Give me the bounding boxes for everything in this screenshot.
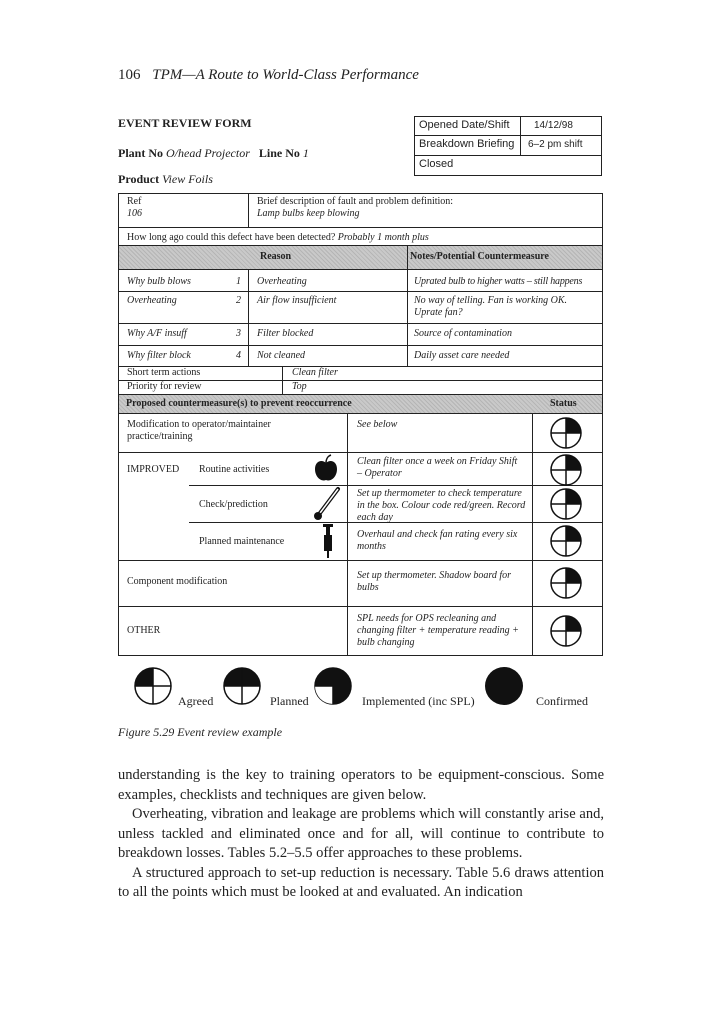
running-header [118,67,419,84]
line-label: Line No [258,146,300,160]
page-number: 106 [118,67,141,83]
plant-label: Plant No [118,146,163,160]
agreed-icon [133,666,173,706]
status-planned-icon [549,453,583,487]
paragraph: Overheating, vibration and leakage are problems which will constantly arise and, unless tackled and eliminated once and for all, will continue to contribute to breakdown losses. Tables 5.2–5.5 offer approaches to these problems. [118,806,604,861]
why-number: 4 [236,350,241,361]
status-planned-icon [549,614,583,648]
legend-planned: Planned [270,694,309,708]
status-header: Status [550,398,577,409]
why-notes: Uprated bulb to higher watts – still happens [414,276,583,287]
countermeasure-label: Component modification [127,576,228,587]
countermeasure-note: Clean filter once a week on Friday Shift – Operator [357,456,518,479]
why-reason: Not cleaned [257,350,306,361]
why-question: Why filter block [127,350,191,361]
countermeasure-sub: Check/prediction [199,499,268,510]
why-notes: Daily asset care needed [414,350,510,361]
description-label: Brief description of fault and problem definition: [257,196,454,207]
countermeasure-note: SPL needs for OPS recleaning and changing filter + temperature reading + bulb changing [357,613,519,648]
apple-icon [312,455,340,483]
short-term-value: Clean filter [292,367,338,378]
priority-value: Top [292,381,307,392]
tool-icon [322,524,334,558]
countermeasure-label: Modification to operator/maintainer practice/training [127,419,271,442]
countermeasure-note: Set up thermometer to check temperature in the box. Colour code red/green. Record each day [357,488,526,523]
status-planned-icon [549,416,583,450]
thermometer-icon [312,487,342,521]
why-question: Overheating [127,295,177,306]
reason-header: Reason [260,251,292,262]
description-value: Lamp bulbs keep blowing [257,208,360,219]
figure-caption: Figure 5.29 Event review example [118,725,283,739]
countermeasure-sub: Routine activities [199,464,270,475]
why-question: Why bulb blows [127,276,191,287]
notes-header: Notes/Potential Countermeasure [410,251,549,262]
briefing-label: Breakdown Briefing [419,138,515,150]
countermeasure-note: Set up thermometer. Shadow board for bulbs [357,570,512,593]
why-number: 3 [236,328,241,339]
ref-value: 106 [127,208,142,219]
why-reason: Filter blocked [257,328,314,339]
why-reason: Air flow insufficient [257,295,337,306]
proposed-header: Proposed countermeasure(s) to prevent reoccurrence [126,398,352,409]
countermeasure-label: OTHER [127,625,161,636]
how-long-value: Probably 1 month plus [337,232,429,243]
status-planned-icon [549,566,583,600]
why-notes: Source of contamination [414,328,512,339]
product-line [118,172,213,187]
product-value: View Foils [162,172,213,186]
legend-implemented: Implemented (inc SPL) [362,694,475,708]
plant-line [118,146,309,161]
briefing-value: 6–2 pm shift [528,139,583,150]
why-reason: Overheating [257,276,307,287]
confirmed-icon [484,666,524,706]
why-question: Why A/F insuff [127,328,187,339]
opened-label: Opened Date/Shift [419,119,510,131]
planned-icon [222,666,262,706]
how-long-label: How long ago could this defect have been detected? [127,232,336,243]
improved-label: IMPROVED [127,464,180,475]
implemented-icon [313,666,353,706]
ref-label: Ref [127,196,142,207]
how-long-row [127,232,429,243]
closed-label: Closed [419,158,454,170]
paragraph: understanding is the key to training operators to be equipment-conscious. Some examples, checklists and techniques are given below. [118,767,604,803]
product-label: Product [118,172,160,186]
legend-agreed: Agreed [178,694,214,708]
why-number: 1 [236,276,241,287]
running-title: TPM—A Route to World-Class Performance [152,67,419,83]
line-value: 1 [302,146,309,160]
why-notes: No way of telling. Fan is working OK. Uprate fan? [414,295,568,318]
opened-value: 14/12/98 [534,120,573,131]
legend-confirmed: Confirmed [536,694,588,708]
form-title: EVENT REVIEW FORM [118,116,252,130]
why-number: 2 [236,295,241,306]
countermeasure-note: Overhaul and check fan rating every six months [357,529,518,552]
priority-label: Priority for review [127,381,202,392]
status-planned-icon [549,487,583,521]
short-term-label: Short term actions [127,367,201,378]
countermeasure-note: See below [357,419,398,430]
paragraph: A structured approach to set-up reduction is necessary. Table 5.6 draws attention to all the points which must be looked at and evaluated. An indication [118,864,604,900]
status-planned-icon [549,524,583,558]
body-text [118,766,604,903]
plant-value: O/head Projector [166,146,250,160]
countermeasure-sub: Planned maintenance [199,536,285,547]
